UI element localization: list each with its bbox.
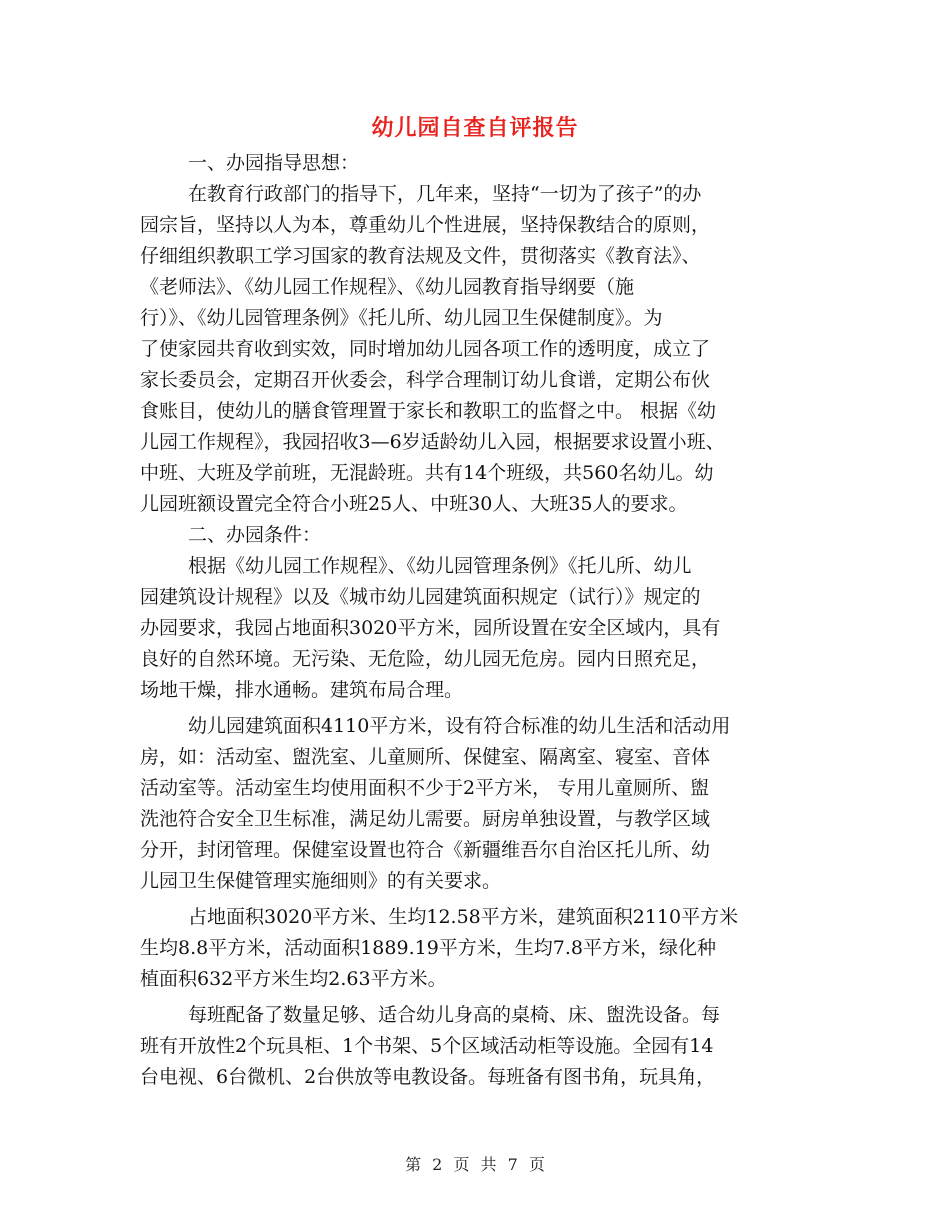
text-line: 了使家园共育收到实效，同时增加幼儿园各项工作的透明度，成立了 (140, 338, 711, 360)
text-line: 《老师法》、《幼儿园工作规程》、《幼儿园教育指导纲要（施 (140, 276, 635, 298)
text-line: 分开，封闭管理。保健室设置也符合《新疆维吾尔自治区托儿所、幼 (140, 839, 711, 861)
text-line: 幼儿园建筑面积4110平方米，设有符合标准的幼儿生活和活动用 (188, 715, 731, 737)
text-line: 台电视、6台微机、2台供放等电教设备。每班备有图书角，玩具角， (140, 1066, 716, 1088)
text-line: 园建筑设计规程》以及《城市幼儿园建筑面积规定（试行）》规定的 (140, 586, 701, 608)
text-line: 活动室等。活动室生均使用面积不少于2平方米， 专用儿童厕所、盥 (140, 777, 710, 799)
text-line: 占地面积3020平方米、生均12.58平方米，建筑面积2110平方米 (188, 906, 739, 928)
text-line: 良好的自然环境。无污染、无危险，幼儿园无危房。园内日照充足， (140, 648, 711, 670)
paragraph (140, 551, 812, 706)
text-line: 二、办园条件： (188, 524, 322, 546)
text-line: 办园要求，我园占地面积3020平方米，园所设置在安全区域内，具有 (140, 617, 721, 639)
paragraph (140, 711, 812, 897)
page-footer: 第 2 页 共 7 页 (405, 1155, 545, 1174)
text-line: 儿园班额设置完全符合小班25人、中班30人、大班35人的要求。 (140, 493, 688, 515)
text-line: 生均8.8平方米，活动面积1889.19平方米，生均7.8平方米，绿化种 (140, 937, 717, 959)
document-title: 幼儿园自查自评报告 (371, 116, 579, 141)
text-line: 儿园工作规程》，我园招收3—6岁适龄幼儿入园，根据要求设置小班、 (140, 431, 725, 453)
text-line: 中班、大班及学前班，无混龄班。共有14个班级，共560名幼儿。幼 (140, 462, 714, 484)
text-line: 食账目，使幼儿的膳食管理置于家长和教职工的监督之中。 根据《幼 (140, 400, 717, 422)
text-line: 园宗旨，坚持以人为本，尊重幼儿个性进展，坚持保教结合的原则， (140, 214, 711, 236)
paragraph (140, 148, 812, 179)
text-line: 仔细组织教职工学习国家的教育法规及文件，贯彻落实《教育法》、 (140, 245, 701, 267)
text-line: 班有开放性2个玩具柜、1个书架、5个区域活动柜等设施。全园有14 (140, 1035, 714, 1057)
paragraph (140, 520, 812, 551)
paragraph (140, 902, 812, 995)
text-line: 根据《幼儿园工作规程》、《幼儿园管理条例》《托儿所、幼儿 (188, 555, 692, 577)
text-line: 一、办园指导思想： (188, 152, 360, 174)
text-line: 每班配备了数量足够、适合幼儿身高的桌椅、床、盥洗设备。每 (188, 1004, 721, 1026)
paragraph (140, 1000, 812, 1093)
text-line: 家长委员会，定期召开伙委会，科学合理制订幼儿食谱，定期公布伙 (140, 369, 711, 391)
text-line: 植面积632平方米生均2.63平方米。 (140, 968, 447, 990)
text-line: 房，如：活动室、盥洗室、儿童厕所、保健室、隔离室、寝室、音体 (140, 746, 711, 768)
text-line: 儿园卫生保健管理实施细则》的有关要求。 (140, 870, 502, 892)
text-line: 在教育行政部门的指导下，几年来，坚持“一切为了孩子”的办 (188, 183, 702, 205)
paragraph (140, 179, 812, 520)
text-line: 行）》、《幼儿园管理条例》《托儿所、幼儿园卫生保健制度》。为 (140, 307, 663, 329)
document-body (140, 148, 812, 1093)
text-line: 洗池符合安全卫生标准，满足幼儿需要。厨房单独设置，与教学区域 (140, 808, 711, 830)
text-line: 场地干燥，排水通畅。建筑布局合理。 (140, 679, 464, 701)
